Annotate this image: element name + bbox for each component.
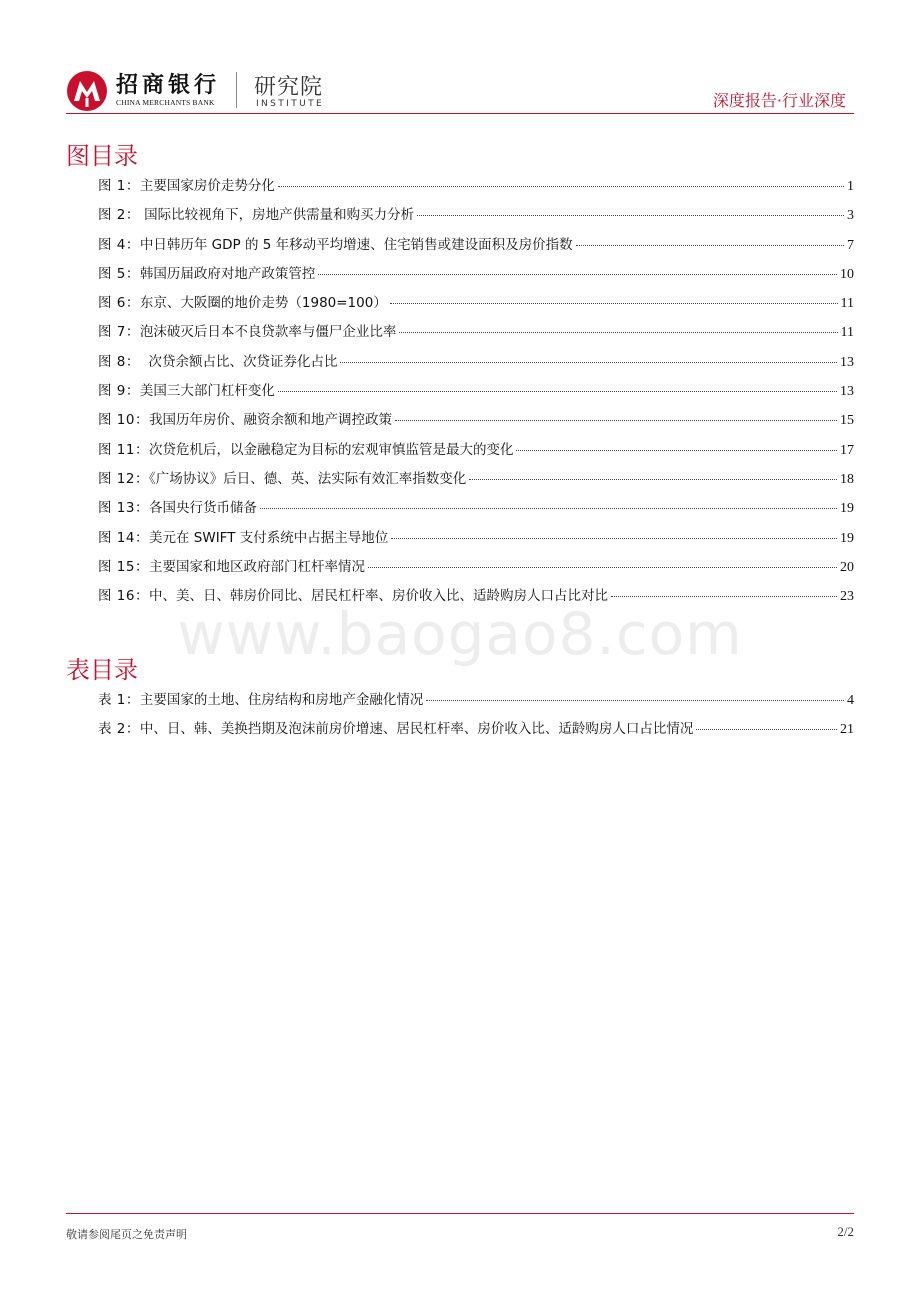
toc-dot-leader: [260, 508, 837, 509]
toc-entry-number: 图 7：: [98, 324, 140, 341]
toc-entry-label: [98, 526, 388, 546]
toc-entry-label: [98, 233, 573, 253]
watermark: www.baogao8.com: [177, 600, 743, 668]
toc-dot-leader: [318, 274, 837, 275]
toc-entry-number: 图 16：: [98, 588, 149, 605]
toc-entry-text: 美国三大部门杠杆变化: [139, 383, 275, 400]
toc-entry[interactable]: [98, 467, 854, 496]
toc-entry-page: 15: [840, 413, 854, 429]
toc-entry-page: 21: [840, 722, 854, 738]
toc-dot-leader: [426, 700, 844, 701]
institute-name-en: INSTITUTE: [256, 99, 325, 109]
toc-entry-number: 图 12：: [98, 470, 149, 487]
toc-dot-leader: [417, 215, 844, 216]
toc-entry[interactable]: [98, 350, 854, 379]
toc-entry-label: [98, 379, 275, 399]
toc-entry[interactable]: [98, 233, 854, 262]
toc-entry[interactable]: [98, 526, 854, 555]
toc-dot-leader: [395, 420, 837, 421]
report-type: 深度报告·行业深度: [712, 91, 846, 110]
toc-dot-leader: [391, 538, 837, 539]
toc-entry-number: 表 2：: [98, 721, 140, 738]
toc-entry-label: [98, 408, 392, 428]
disclaimer-note: 敬请参阅尾页之免责声明: [66, 1228, 187, 1241]
toc-entry-text: 韩国历届政府对地产政策管控: [139, 265, 316, 282]
toc-entry-label: [98, 291, 387, 311]
toc-dot-leader: [278, 391, 837, 392]
toc-entry-page: 13: [840, 384, 854, 400]
toc-entry[interactable]: [98, 496, 854, 525]
toc-entry-page: 17: [840, 442, 854, 458]
toc-entry-label: [98, 262, 315, 282]
brand-name: 招商银行: [116, 72, 221, 98]
toc-entry-text: 各国央行货币储备: [148, 500, 257, 517]
toc-entry-text: 我国历年房价、融资余额和地产调控政策: [148, 412, 392, 429]
toc-entry-label: [98, 350, 337, 370]
header-divider: [66, 113, 854, 114]
toc-entry-label: [98, 174, 275, 194]
toc-entry-text: 泡沫破灭后日本不良贷款率与僵尸企业比率: [139, 324, 397, 341]
toc-entry-text: 《广场协议》后日、德、英、法实际有效汇率指数变化: [148, 470, 467, 487]
toc-entry-page: 20: [840, 559, 854, 575]
table-toc-title: 表目录: [66, 656, 138, 684]
institute-name: 研究院: [254, 75, 324, 100]
toc-entry-number: 图 11：: [98, 441, 149, 458]
toc-entry-text: 主要国家的土地、住房结构和房地产金融化情况: [139, 692, 424, 708]
toc-entry[interactable]: [98, 262, 854, 291]
toc-entry-number: 图 14：: [98, 529, 149, 546]
toc-dot-leader: [576, 245, 844, 246]
toc-dot-leader: [399, 332, 837, 333]
toc-entry-text: 主要国家房价走势分化: [139, 178, 275, 194]
toc-entry-text: 次贷余额占比、次贷证券化占比: [139, 353, 338, 370]
toc-entry-page: 23: [840, 589, 854, 605]
toc-entry-number: 图 5：: [98, 265, 140, 282]
toc-entry-page: 3: [847, 208, 854, 224]
toc-dot-leader: [340, 362, 837, 363]
table-toc-list: [98, 688, 854, 747]
toc-entry-label: [98, 688, 423, 708]
toc-entry[interactable]: [98, 408, 854, 437]
toc-entry-label: [98, 320, 396, 340]
toc-entry[interactable]: [98, 717, 854, 746]
toc-entry-number: 图 2：: [98, 207, 140, 224]
toc-entry[interactable]: [98, 379, 854, 408]
toc-dot-leader: [390, 303, 838, 304]
toc-entry-label: [98, 203, 414, 223]
toc-entry[interactable]: [98, 438, 854, 467]
toc-entry-page: 19: [840, 501, 854, 517]
toc-entry-number: 图 1：: [98, 178, 140, 194]
toc-dot-leader: [469, 479, 837, 480]
toc-entry-label: [98, 467, 466, 487]
toc-entry[interactable]: [98, 688, 854, 717]
toc-entry-page: 19: [840, 530, 854, 546]
toc-dot-leader: [611, 596, 837, 597]
toc-entry-number: 图 10：: [98, 412, 149, 429]
toc-entry-page: 11: [840, 296, 854, 312]
toc-dot-leader: [516, 450, 837, 451]
toc-entry[interactable]: [98, 320, 854, 349]
toc-entry[interactable]: [98, 291, 854, 320]
figure-toc-list: [98, 174, 854, 613]
toc-entry-text: 东京、大阪圈的地价走势（1980=100）: [139, 295, 387, 312]
toc-entry-number: 表 1：: [98, 692, 140, 708]
toc-entry-text: 次贷危机后，以金融稳定为目标的宏观审慎监管是最大的变化: [148, 441, 514, 458]
footer-divider: [66, 1213, 854, 1214]
toc-entry-number: 图 15：: [98, 558, 149, 575]
toc-entry[interactable]: [98, 174, 854, 203]
toc-entry-page: 18: [840, 471, 854, 487]
toc-dot-leader: [696, 729, 837, 730]
toc-entry-text: 中、日、韩、美换挡期及泡沫前房价增速、居民杠杆率、房价收入比、适龄购房人口占比情况: [139, 721, 694, 738]
toc-entry-label: [98, 496, 257, 516]
page-header: [66, 66, 854, 114]
figure-toc-title: 图目录: [66, 142, 138, 170]
toc-entry-number: 图 8：: [98, 353, 140, 370]
toc-entry-label: [98, 717, 693, 737]
toc-entry[interactable]: [98, 555, 854, 584]
toc-entry-text: 国际比较视角下，房地产供需量和购买力分析: [139, 207, 415, 224]
cmb-logo-icon: [66, 70, 108, 112]
toc-entry-number: 图 4：: [98, 236, 140, 253]
toc-entry-page: 11: [840, 325, 854, 341]
page-number: 2/2: [837, 1224, 854, 1239]
toc-entry-page: 4: [847, 693, 854, 708]
toc-entry-label: [98, 438, 513, 458]
toc-entry-page: 7: [847, 237, 854, 253]
toc-entry-page: 1: [847, 179, 854, 194]
toc-entry[interactable]: [98, 203, 854, 232]
toc-entry-label: [98, 555, 365, 575]
toc-dot-leader: [278, 186, 844, 187]
toc-entry-number: 图 13：: [98, 500, 149, 517]
toc-entry-number: 图 6：: [98, 295, 140, 312]
toc-entry-page: 10: [840, 266, 854, 282]
toc-entry-text: 美元在 SWIFT 支付系统中占据主导地位: [148, 529, 389, 546]
toc-entry-page: 13: [840, 354, 854, 370]
toc-entry-text: 中日韩历年 GDP 的 5 年移动平均增速、住宅销售或建设面积及房价指数: [139, 236, 573, 253]
toc-dot-leader: [368, 567, 837, 568]
toc-entry-text: 中、美、日、韩房价同比、居民杠杆率、房价收入比、适龄购房人口占比对比: [148, 588, 608, 605]
toc-entry-text: 主要国家和地区政府部门杠杆率情况: [148, 558, 365, 575]
brand-divider: [236, 72, 237, 108]
toc-entry-number: 图 9：: [98, 383, 140, 400]
brand-name-en: CHINA MERCHANTS BANK: [116, 98, 215, 107]
